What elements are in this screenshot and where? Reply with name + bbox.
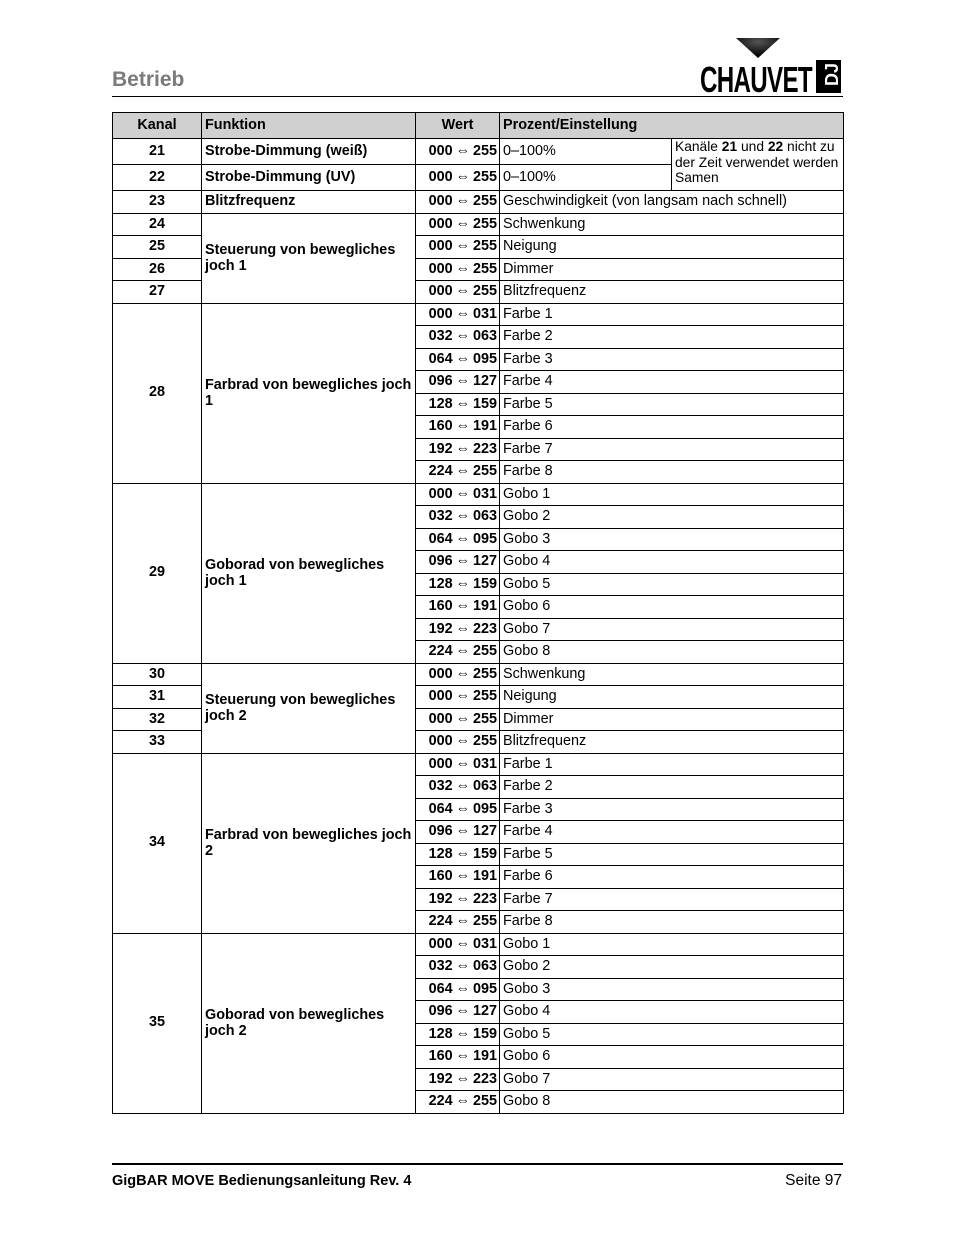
col-header-kanal: Kanal <box>113 113 202 139</box>
value-from: 192 <box>428 890 453 907</box>
value-to: 095 <box>472 800 497 817</box>
value-to: 159 <box>472 845 497 862</box>
cell-setting: Gobo 4 <box>500 1001 844 1024</box>
range-arrow-icon: ⇔ <box>455 688 470 704</box>
cell-wert <box>416 663 500 686</box>
range-arrow-icon: ⇔ <box>455 238 470 254</box>
value-from: 064 <box>428 980 453 997</box>
cell-wert <box>416 753 500 776</box>
range-arrow-icon: ⇔ <box>455 215 470 232</box>
range-arrow-icon: ⇔ <box>455 823 470 839</box>
value-from: 096 <box>428 823 453 839</box>
cell-setting: Blitzfrequenz <box>500 731 844 754</box>
range-arrow-icon: ⇔ <box>455 755 470 772</box>
chauvet-dj-logo <box>698 34 843 96</box>
range-arrow-icon: ⇔ <box>455 169 470 185</box>
value-from: 000 <box>428 755 453 772</box>
value-to: 255 <box>472 643 497 659</box>
note-text-mid: und <box>737 139 768 154</box>
value-from: 000 <box>428 688 453 704</box>
cell-setting: 0–100% <box>500 165 672 191</box>
cell-wert <box>416 821 500 844</box>
value-from: 096 <box>428 553 453 569</box>
cell-setting: Gobo 3 <box>500 528 844 551</box>
range-arrow-icon: ⇔ <box>455 800 470 817</box>
value-from: 000 <box>428 305 453 322</box>
table-row <box>113 213 844 236</box>
value-from: 000 <box>428 665 453 682</box>
value-from: 064 <box>428 800 453 817</box>
value-to: 127 <box>472 1003 497 1019</box>
range-arrow-icon: ⇔ <box>455 913 470 929</box>
cell-wert <box>416 843 500 866</box>
value-to: 255 <box>472 283 497 299</box>
cell-kanal: 32 <box>113 708 202 731</box>
range-arrow-icon: ⇔ <box>455 980 470 997</box>
value-from: 032 <box>428 508 453 524</box>
cell-wert <box>416 798 500 821</box>
range-arrow-icon: ⇔ <box>455 508 470 524</box>
cell-wert <box>416 258 500 281</box>
range-arrow-icon: ⇔ <box>455 1070 470 1087</box>
value-from: 160 <box>428 598 453 614</box>
range-arrow-icon: ⇔ <box>455 710 470 727</box>
range-arrow-icon: ⇔ <box>455 845 470 862</box>
value-from: 032 <box>428 328 453 344</box>
svg-text:DJ: DJ <box>822 62 842 86</box>
cell-setting: Dimmer <box>500 258 844 281</box>
value-to: 159 <box>472 1025 497 1042</box>
cell-kanal: 29 <box>113 483 202 663</box>
cell-wert <box>416 731 500 754</box>
channel-note <box>672 139 844 191</box>
value-from: 192 <box>428 620 453 637</box>
range-arrow-icon: ⇔ <box>455 1048 470 1064</box>
value-to: 223 <box>472 620 497 637</box>
range-arrow-icon: ⇔ <box>455 598 470 614</box>
cell-wert <box>416 686 500 709</box>
table-row <box>113 139 844 165</box>
cell-kanal: 21 <box>113 139 202 165</box>
manual-title: GigBAR MOVE Bedienungsanleitung Rev. 4 <box>112 1173 412 1189</box>
cell-funktion: Goborad von bewegliches joch 2 <box>202 933 416 1113</box>
value-from: 224 <box>428 1093 453 1109</box>
range-arrow-icon: ⇔ <box>455 485 470 502</box>
value-to: 095 <box>472 350 497 367</box>
value-to: 159 <box>472 575 497 592</box>
value-to: 255 <box>472 260 497 277</box>
cell-setting: Farbe 7 <box>500 888 844 911</box>
value-from: 000 <box>428 283 453 299</box>
cell-kanal: 28 <box>113 303 202 483</box>
note-text-b1: 21 <box>721 139 738 154</box>
value-from: 000 <box>428 485 453 502</box>
cell-setting: Farbe 6 <box>500 416 844 439</box>
value-from: 064 <box>428 350 453 367</box>
range-arrow-icon: ⇔ <box>455 935 470 952</box>
value-to: 031 <box>472 755 497 772</box>
range-arrow-icon: ⇔ <box>455 260 470 277</box>
value-from: 000 <box>428 935 453 952</box>
value-to: 159 <box>472 395 497 412</box>
value-to: 255 <box>472 215 497 232</box>
cell-wert <box>416 191 500 214</box>
cell-wert <box>416 281 500 304</box>
cell-wert <box>416 371 500 394</box>
cell-setting: Gobo 7 <box>500 1068 844 1091</box>
value-to: 255 <box>472 463 497 479</box>
value-from: 000 <box>428 169 453 185</box>
value-to: 063 <box>472 958 497 974</box>
cell-kanal: 27 <box>113 281 202 304</box>
cell-kanal: 33 <box>113 731 202 754</box>
cell-setting: Gobo 8 <box>500 641 844 664</box>
value-from: 160 <box>428 1048 453 1064</box>
range-arrow-icon: ⇔ <box>455 373 470 389</box>
cell-wert <box>416 236 500 259</box>
cell-wert <box>416 1046 500 1069</box>
cell-setting: 0–100% <box>500 139 672 165</box>
value-to: 255 <box>472 143 497 159</box>
cell-setting: Farbe 7 <box>500 438 844 461</box>
cell-wert <box>416 348 500 371</box>
value-to: 191 <box>472 418 497 434</box>
value-from: 000 <box>428 215 453 232</box>
cell-setting: Geschwindigkeit (von langsam nach schnell) <box>500 191 844 214</box>
range-arrow-icon: ⇔ <box>455 1025 470 1042</box>
cell-setting: Farbe 5 <box>500 843 844 866</box>
range-arrow-icon: ⇔ <box>455 463 470 479</box>
cell-setting: Neigung <box>500 236 844 259</box>
range-arrow-icon: ⇔ <box>455 305 470 322</box>
value-from: 000 <box>428 710 453 727</box>
range-arrow-icon: ⇔ <box>455 553 470 569</box>
range-arrow-icon: ⇔ <box>455 620 470 637</box>
cell-setting: Gobo 3 <box>500 978 844 1001</box>
cell-setting: Farbe 1 <box>500 303 844 326</box>
value-to: 031 <box>472 305 497 322</box>
value-from: 192 <box>428 1070 453 1087</box>
cell-wert <box>416 483 500 506</box>
value-to: 255 <box>472 913 497 929</box>
value-from: 000 <box>428 260 453 277</box>
value-to: 255 <box>472 665 497 682</box>
value-from: 000 <box>428 733 453 749</box>
value-to: 063 <box>472 778 497 794</box>
value-to: 223 <box>472 1070 497 1087</box>
cell-setting: Farbe 2 <box>500 326 844 349</box>
footer-rule <box>112 1163 843 1165</box>
cell-wert <box>416 911 500 934</box>
note-text-post: nicht zu der Zeit verwendet werden Samen <box>675 139 839 185</box>
cell-setting: Schwenkung <box>500 663 844 686</box>
cell-wert <box>416 165 500 191</box>
range-arrow-icon: ⇔ <box>455 143 470 159</box>
cell-setting: Farbe 3 <box>500 798 844 821</box>
cell-funktion: Farbrad von bewegliches joch 2 <box>202 753 416 933</box>
cell-kanal: 34 <box>113 753 202 933</box>
section-title: Betrieb <box>112 68 185 91</box>
cell-wert <box>416 303 500 326</box>
value-from: 224 <box>428 463 453 479</box>
value-to: 191 <box>472 1048 497 1064</box>
cell-wert <box>416 461 500 484</box>
cell-kanal: 22 <box>113 165 202 191</box>
range-arrow-icon: ⇔ <box>455 283 470 299</box>
col-header-wert: Wert <box>416 113 500 139</box>
cell-setting: Farbe 4 <box>500 821 844 844</box>
value-from: 128 <box>428 575 453 592</box>
value-from: 032 <box>428 958 453 974</box>
header-rule <box>112 96 843 97</box>
value-from: 128 <box>428 845 453 862</box>
cell-wert <box>416 708 500 731</box>
cell-funktion: Blitzfrequenz <box>202 191 416 214</box>
cell-wert <box>416 213 500 236</box>
range-arrow-icon: ⇔ <box>455 395 470 412</box>
cell-setting: Farbe 6 <box>500 866 844 889</box>
cell-funktion: Strobe-Dimmung (weiß) <box>202 139 416 165</box>
table-row <box>113 663 844 686</box>
cell-kanal: 30 <box>113 663 202 686</box>
value-from: 160 <box>428 868 453 884</box>
cell-kanal: 25 <box>113 236 202 259</box>
value-from: 128 <box>428 395 453 412</box>
value-to: 223 <box>472 440 497 457</box>
value-to: 127 <box>472 823 497 839</box>
value-to: 255 <box>472 193 497 209</box>
table-row <box>113 191 844 214</box>
value-to: 191 <box>472 868 497 884</box>
value-from: 000 <box>428 143 453 159</box>
cell-setting: Gobo 2 <box>500 506 844 529</box>
cell-setting: Farbe 4 <box>500 371 844 394</box>
cell-setting: Farbe 8 <box>500 911 844 934</box>
table-row <box>113 303 844 326</box>
dmx-channel-table <box>112 112 844 1114</box>
cell-setting: Neigung <box>500 686 844 709</box>
cell-wert <box>416 933 500 956</box>
cell-funktion: Farbrad von bewegliches joch 1 <box>202 303 416 483</box>
range-arrow-icon: ⇔ <box>455 350 470 367</box>
range-arrow-icon: ⇔ <box>455 733 470 749</box>
cell-wert <box>416 866 500 889</box>
cell-setting: Schwenkung <box>500 213 844 236</box>
range-arrow-icon: ⇔ <box>455 418 470 434</box>
cell-wert <box>416 776 500 799</box>
value-from: 224 <box>428 913 453 929</box>
cell-kanal: 35 <box>113 933 202 1113</box>
cell-wert <box>416 1001 500 1024</box>
cell-setting: Farbe 1 <box>500 753 844 776</box>
value-from: 000 <box>428 238 453 254</box>
cell-wert <box>416 618 500 641</box>
range-arrow-icon: ⇔ <box>455 575 470 592</box>
cell-setting: Farbe 2 <box>500 776 844 799</box>
cell-setting: Gobo 5 <box>500 573 844 596</box>
range-arrow-icon: ⇔ <box>455 440 470 457</box>
value-to: 095 <box>472 980 497 997</box>
cell-setting: Gobo 8 <box>500 1091 844 1114</box>
cell-kanal: 24 <box>113 213 202 236</box>
value-to: 063 <box>472 328 497 344</box>
cell-wert <box>416 1068 500 1091</box>
range-arrow-icon: ⇔ <box>455 868 470 884</box>
range-arrow-icon: ⇔ <box>455 530 470 547</box>
cell-funktion: Steuerung von bewegliches joch 1 <box>202 213 416 303</box>
cell-wert <box>416 641 500 664</box>
value-to: 255 <box>472 238 497 254</box>
value-from: 160 <box>428 418 453 434</box>
cell-kanal: 26 <box>113 258 202 281</box>
cell-wert <box>416 551 500 574</box>
range-arrow-icon: ⇔ <box>455 1003 470 1019</box>
cell-wert <box>416 596 500 619</box>
cell-wert <box>416 978 500 1001</box>
range-arrow-icon: ⇔ <box>455 665 470 682</box>
svg-text:CHAUVET: CHAUVET <box>700 59 813 96</box>
range-arrow-icon: ⇔ <box>455 958 470 974</box>
cell-setting: Gobo 2 <box>500 956 844 979</box>
cell-funktion: Steuerung von bewegliches joch 2 <box>202 663 416 753</box>
cell-funktion: Strobe-Dimmung (UV) <box>202 165 416 191</box>
table-row <box>113 753 844 776</box>
value-to: 031 <box>472 935 497 952</box>
value-from: 128 <box>428 1025 453 1042</box>
page-number: Seite 97 <box>785 1172 842 1189</box>
range-arrow-icon: ⇔ <box>455 1093 470 1109</box>
cell-setting: Farbe 3 <box>500 348 844 371</box>
range-arrow-icon: ⇔ <box>455 778 470 794</box>
cell-setting: Farbe 8 <box>500 461 844 484</box>
table-row <box>113 483 844 506</box>
cell-wert <box>416 888 500 911</box>
value-to: 063 <box>472 508 497 524</box>
note-text-pre: Kanäle <box>675 139 722 154</box>
cell-wert <box>416 528 500 551</box>
value-to: 191 <box>472 598 497 614</box>
cell-wert <box>416 573 500 596</box>
value-to: 255 <box>472 710 497 727</box>
cell-wert <box>416 416 500 439</box>
value-from: 096 <box>428 373 453 389</box>
cell-kanal: 23 <box>113 191 202 214</box>
value-from: 224 <box>428 643 453 659</box>
cell-wert <box>416 1091 500 1114</box>
value-to: 127 <box>472 373 497 389</box>
cell-setting: Blitzfrequenz <box>500 281 844 304</box>
value-to: 255 <box>472 733 497 749</box>
range-arrow-icon: ⇔ <box>455 643 470 659</box>
value-from: 064 <box>428 530 453 547</box>
cell-setting: Farbe 5 <box>500 393 844 416</box>
col-header-prozent: Prozent/Einstellung <box>500 113 844 139</box>
value-to: 095 <box>472 530 497 547</box>
cell-wert <box>416 956 500 979</box>
cell-wert <box>416 506 500 529</box>
cell-wert <box>416 393 500 416</box>
value-from: 032 <box>428 778 453 794</box>
range-arrow-icon: ⇔ <box>455 193 470 209</box>
value-from: 192 <box>428 440 453 457</box>
cell-wert <box>416 326 500 349</box>
cell-setting: Gobo 1 <box>500 933 844 956</box>
cell-setting: Dimmer <box>500 708 844 731</box>
value-to: 127 <box>472 553 497 569</box>
value-to: 223 <box>472 890 497 907</box>
range-arrow-icon: ⇔ <box>455 890 470 907</box>
value-to: 255 <box>472 688 497 704</box>
value-from: 096 <box>428 1003 453 1019</box>
cell-setting: Gobo 6 <box>500 596 844 619</box>
range-arrow-icon: ⇔ <box>455 328 470 344</box>
value-from: 000 <box>428 193 453 209</box>
table-row <box>113 933 844 956</box>
value-to: 255 <box>472 1093 497 1109</box>
value-to: 255 <box>472 169 497 185</box>
cell-funktion: Goborad von bewegliches joch 1 <box>202 483 416 663</box>
cell-setting: Gobo 5 <box>500 1023 844 1046</box>
cell-setting: Gobo 1 <box>500 483 844 506</box>
col-header-funktion: Funktion <box>202 113 416 139</box>
cell-wert <box>416 1023 500 1046</box>
value-to: 031 <box>472 485 497 502</box>
cell-wert <box>416 438 500 461</box>
cell-setting: Gobo 7 <box>500 618 844 641</box>
cell-setting: Gobo 6 <box>500 1046 844 1069</box>
cell-setting: Gobo 4 <box>500 551 844 574</box>
cell-wert <box>416 139 500 165</box>
cell-kanal: 31 <box>113 686 202 709</box>
note-text-b2: 22 <box>767 139 784 154</box>
